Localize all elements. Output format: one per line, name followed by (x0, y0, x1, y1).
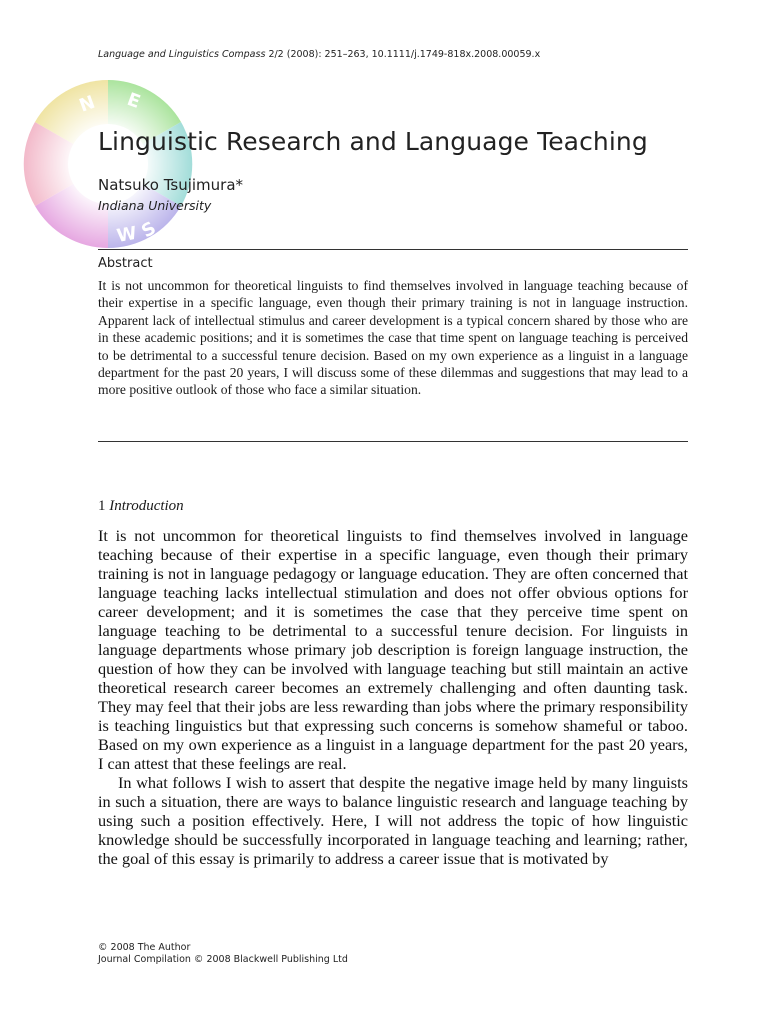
section-number: 1 (98, 498, 106, 514)
logo-letter-e: E (124, 88, 144, 113)
section-title: Introduction (109, 498, 184, 514)
section-heading (98, 498, 184, 515)
compass-logo (22, 78, 194, 250)
abstract-text: It is not uncommon for theoretical linguists to find themselves involved in language teaching because of their expertise in a specific language, even though their primary training is not in language instruction. Apparent lack of intellectual stimulus and career development is a typical concern shared by those who are in these academic positions; and it is sometimes the case that time spent on language teaching is perceived to be detrimental to a successful tenure decision. Based on my own experience as a linguist in a language department for the past 20 years, I will discuss some of these dilemmas and suggestions that may lead to a more positive outlook of those who face a similar situation. (98, 278, 688, 398)
body-paragraph: It is not uncommon for theoretical linguists to find themselves involved in language teaching because of their expertise in a specific language, even though their primary training is not in language pedagogy or language education. They are often concerned that language teaching lacks intellectual stimulation and does not offer obvious options for career development; and it is sometimes the case that they perceive time spent on language teaching to be detrimental to a successful tenure decision. For linguists in language departments whose primary job description is foreign language instruction, the question of how they can be involved with language teaching but still maintain an active theoretical research career becomes an extremely challenging and often daunting task. They may feel that their jobs are less rewarding than jobs where the primary responsibility is teaching linguistics but that expressing such concerns is somehow shameful or taboo. Based on my own experience as a linguist in a language department for the past 20 years, I can attest that these feelings are real. (98, 526, 688, 773)
journal-name: Language and Linguistics Compass (98, 49, 266, 60)
abstract-bottom-rule (98, 441, 688, 442)
logo-letter-s: S (138, 217, 160, 243)
article-title: Linguistic Research and Language Teaching (98, 127, 648, 156)
author-name: Natsuko Tsujimura* (98, 176, 244, 194)
copyright-footer (98, 942, 348, 966)
abstract-top-rule (98, 249, 688, 250)
logo-letter-w: W (115, 222, 139, 247)
body-paragraph: In what follows I wish to assert that despite the negative image held by many linguists in such a situation, there are ways to balance linguistic research and language teaching by using such a position effectively. Here, I will not address the topic of how linguistic knowledge should be successfully incorporated in language teaching and learning; rather, the goal of this essay is primarily to address a career issue that is motivated by (98, 773, 688, 868)
journal-citation (98, 49, 540, 60)
copyright-author: © 2008 The Author (98, 942, 191, 953)
copyright-compilation: Journal Compilation © 2008 Blackwell Publishing Ltd (98, 954, 348, 965)
author-affiliation: Indiana University (98, 198, 212, 213)
logo-letter-n: N (76, 91, 98, 117)
section-body (98, 526, 688, 868)
citation-details: 2/2 (2008): 251–263, 10.1111/j.1749-818x.2008.00059.x (268, 49, 541, 60)
abstract-heading: Abstract (98, 256, 153, 271)
